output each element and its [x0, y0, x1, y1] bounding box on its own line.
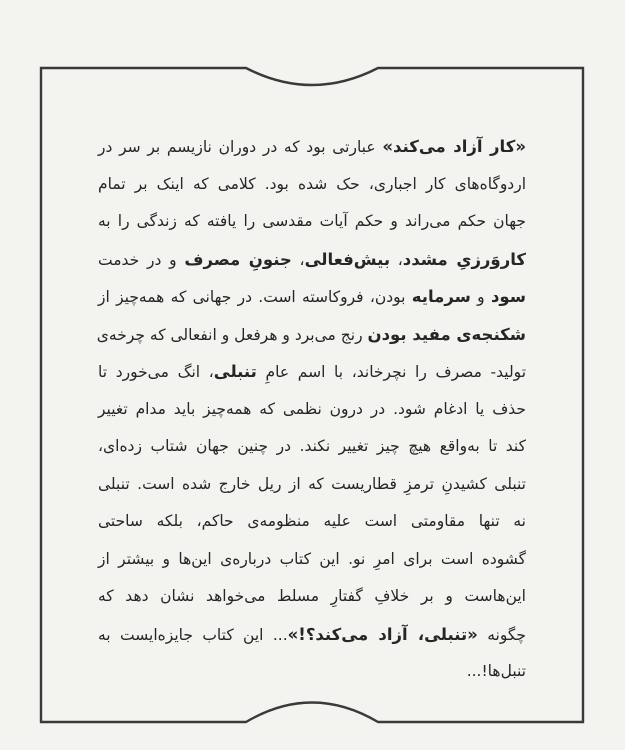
- text-segment: بودن، فروکاسته است. در جهانی که همه‌چیز از: [98, 288, 412, 306]
- text-line: [98, 503, 526, 541]
- text-segment: ... این کتاب جایزه‌ایست به: [98, 625, 288, 644]
- emphasized-phrase: سود: [490, 287, 527, 306]
- text-line: [98, 616, 526, 654]
- emphasized-phrase: بیش‌فعالی: [304, 249, 391, 269]
- text-line: [98, 128, 526, 166]
- text-segment: اردوگاه‌های کار اجباری، حک شده بود. کلامی که اینک بر تمام: [98, 174, 526, 193]
- text-segment: تنبل‌ها!...: [466, 662, 526, 680]
- text-segment: تنبلی کشیدنِ ترمزِ قطاریست که از ریل خارج شده است. تنبلی: [98, 474, 526, 493]
- text-segment: و: [470, 288, 491, 306]
- text-line: [98, 353, 526, 391]
- emphasized-phrase: سرمایه: [411, 287, 471, 306]
- text-segment: و در خدمت: [98, 250, 185, 269]
- text-segment: ، انگ می‌خورد تا: [98, 363, 214, 381]
- text-segment: عبارتی بود که در دوران نازیسم بر سر در: [98, 138, 383, 156]
- text-line: [98, 578, 526, 616]
- text-line: [98, 203, 526, 241]
- text-line: [98, 466, 526, 504]
- emphasized-phrase: «تنبلی، آزاد می‌کند؟!»: [287, 624, 478, 644]
- text-line: [98, 391, 526, 429]
- text-segment: چگونه: [477, 625, 526, 644]
- text-segment: این‌هاست و بر خلافِ گفتارِ مسلط می‌خواهد نشان دهد که: [98, 587, 526, 605]
- text-segment: رنج می‌برد و هرفعل و انفعالی که چرخه‌ی: [96, 325, 368, 344]
- emphasized-phrase: تنبلی: [213, 362, 257, 381]
- emphasized-phrase: جنونِ مصرف: [184, 249, 292, 269]
- text-line: [98, 278, 526, 316]
- text-line: [98, 241, 526, 279]
- text-segment: کند تا به‌واقع هیچ چیز تغییر نکند. در چنین جهان شتاب زده‌ای،: [98, 437, 526, 455]
- text-line: [98, 428, 526, 466]
- text-segment: ،: [390, 250, 403, 269]
- text-segment: جهان حکم می‌راند و حکم آیات مقدسی را یافته که زندگی را به: [98, 212, 526, 230]
- text-segment: نه تنها مقاومتی است علیه منظومه‌ی حاکم، بلکه ساحتی: [98, 512, 526, 530]
- emphasized-phrase: شکنجه‌ی مفید بودن: [367, 324, 526, 344]
- text-segment: گشوده است برای امرِ نو. این کتاب درباره‌ی این‌ها و بیشتر از: [98, 549, 526, 568]
- blurb-paragraph: [98, 128, 526, 691]
- emphasized-phrase: «کار آزاد می‌کند»: [382, 137, 527, 156]
- text-segment: تولید- مصرف را نچرخاند، با اسم عامِ: [256, 363, 527, 381]
- text-line: [98, 541, 526, 579]
- text-segment: حذف یا ادغام شود. در درون نظمی که همه‌چیز باید مدام تغییر: [98, 399, 526, 418]
- text-line: [98, 166, 526, 204]
- text-line: [98, 316, 526, 354]
- text-segment: ،: [291, 250, 305, 269]
- text-line: [98, 653, 526, 691]
- emphasized-phrase: کاروَرزیِ مشدد: [402, 249, 526, 269]
